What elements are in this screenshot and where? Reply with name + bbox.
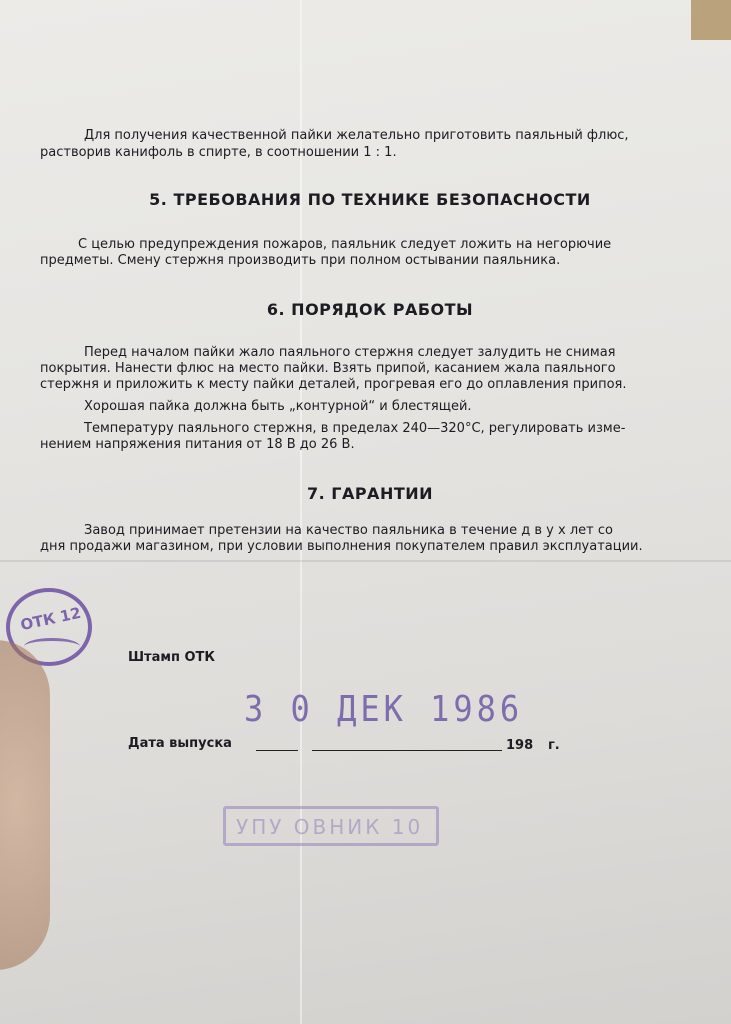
heading-safety: 5. ТРЕБОВАНИЯ ПО ТЕХНИКЕ БЕЗОПАСНОСТИ bbox=[149, 190, 591, 209]
inspector-stamp bbox=[223, 806, 439, 846]
thumb-shadow bbox=[0, 640, 50, 970]
warranty-line-1: Завод принимает претензии на качество паяльника в течение д в у х лет со bbox=[84, 523, 613, 538]
paper-fold-horizontal bbox=[0, 560, 731, 562]
inspector-stamp-text: УПУ ОВНИК 10 bbox=[236, 815, 424, 839]
safety-line-2: предметы. Смену стержня производить при полном остывании паяльника. bbox=[40, 253, 561, 268]
date-stamp: 3 0 ДЕК 1986 bbox=[244, 688, 524, 730]
work-line-2: покрытия. Нанести флюс на место пайки. Взять припой, касанием жала паяльного bbox=[40, 361, 616, 376]
table-background bbox=[691, 0, 731, 40]
flux-line-1: Для получения качественной пайки желательно приготовить паяльный флюс, bbox=[84, 128, 629, 143]
otk-stamp-label: Штамп ОТК bbox=[128, 650, 216, 665]
work-line-5: Температуру паяльного стержня, в пределах 240—320°С, регулировать изме- bbox=[84, 421, 626, 436]
stamp-wave-decoration bbox=[24, 638, 80, 655]
heading-warranty: 7. ГАРАНТИИ bbox=[306, 484, 434, 503]
warranty-line-2: дня продажи магазином, при условии выполнения покупателем правил эксплуатации. bbox=[40, 539, 643, 554]
release-date-label: Дата выпуска bbox=[128, 736, 232, 751]
release-month-line bbox=[312, 750, 502, 751]
work-line-3: стержня и приложить к месту пайки деталей, прогревая его до оплавления припоя. bbox=[40, 377, 627, 392]
work-line-1: Перед началом пайки жало паяльного стержня следует залудить не снимая bbox=[84, 345, 616, 360]
release-year-prefix: 198 bbox=[506, 738, 534, 753]
release-year-abbr: г. bbox=[548, 738, 560, 753]
heading-work: 6. ПОРЯДОК РАБОТЫ bbox=[266, 300, 474, 319]
safety-line-1: С целью предупреждения пожаров, паяльник следует ложить на негорючие bbox=[78, 237, 612, 252]
work-line-6: нением напряжения питания от 18 В до 26 В. bbox=[40, 437, 355, 452]
release-day-line bbox=[256, 750, 298, 751]
work-line-4: Хорошая пайка должна быть „контурной“ и блестящей. bbox=[84, 399, 472, 414]
flux-line-2: растворив канифоль в спирте, в соотношении 1 : 1. bbox=[40, 145, 397, 160]
otk-stamp-text: ОТК 12 bbox=[18, 603, 83, 635]
